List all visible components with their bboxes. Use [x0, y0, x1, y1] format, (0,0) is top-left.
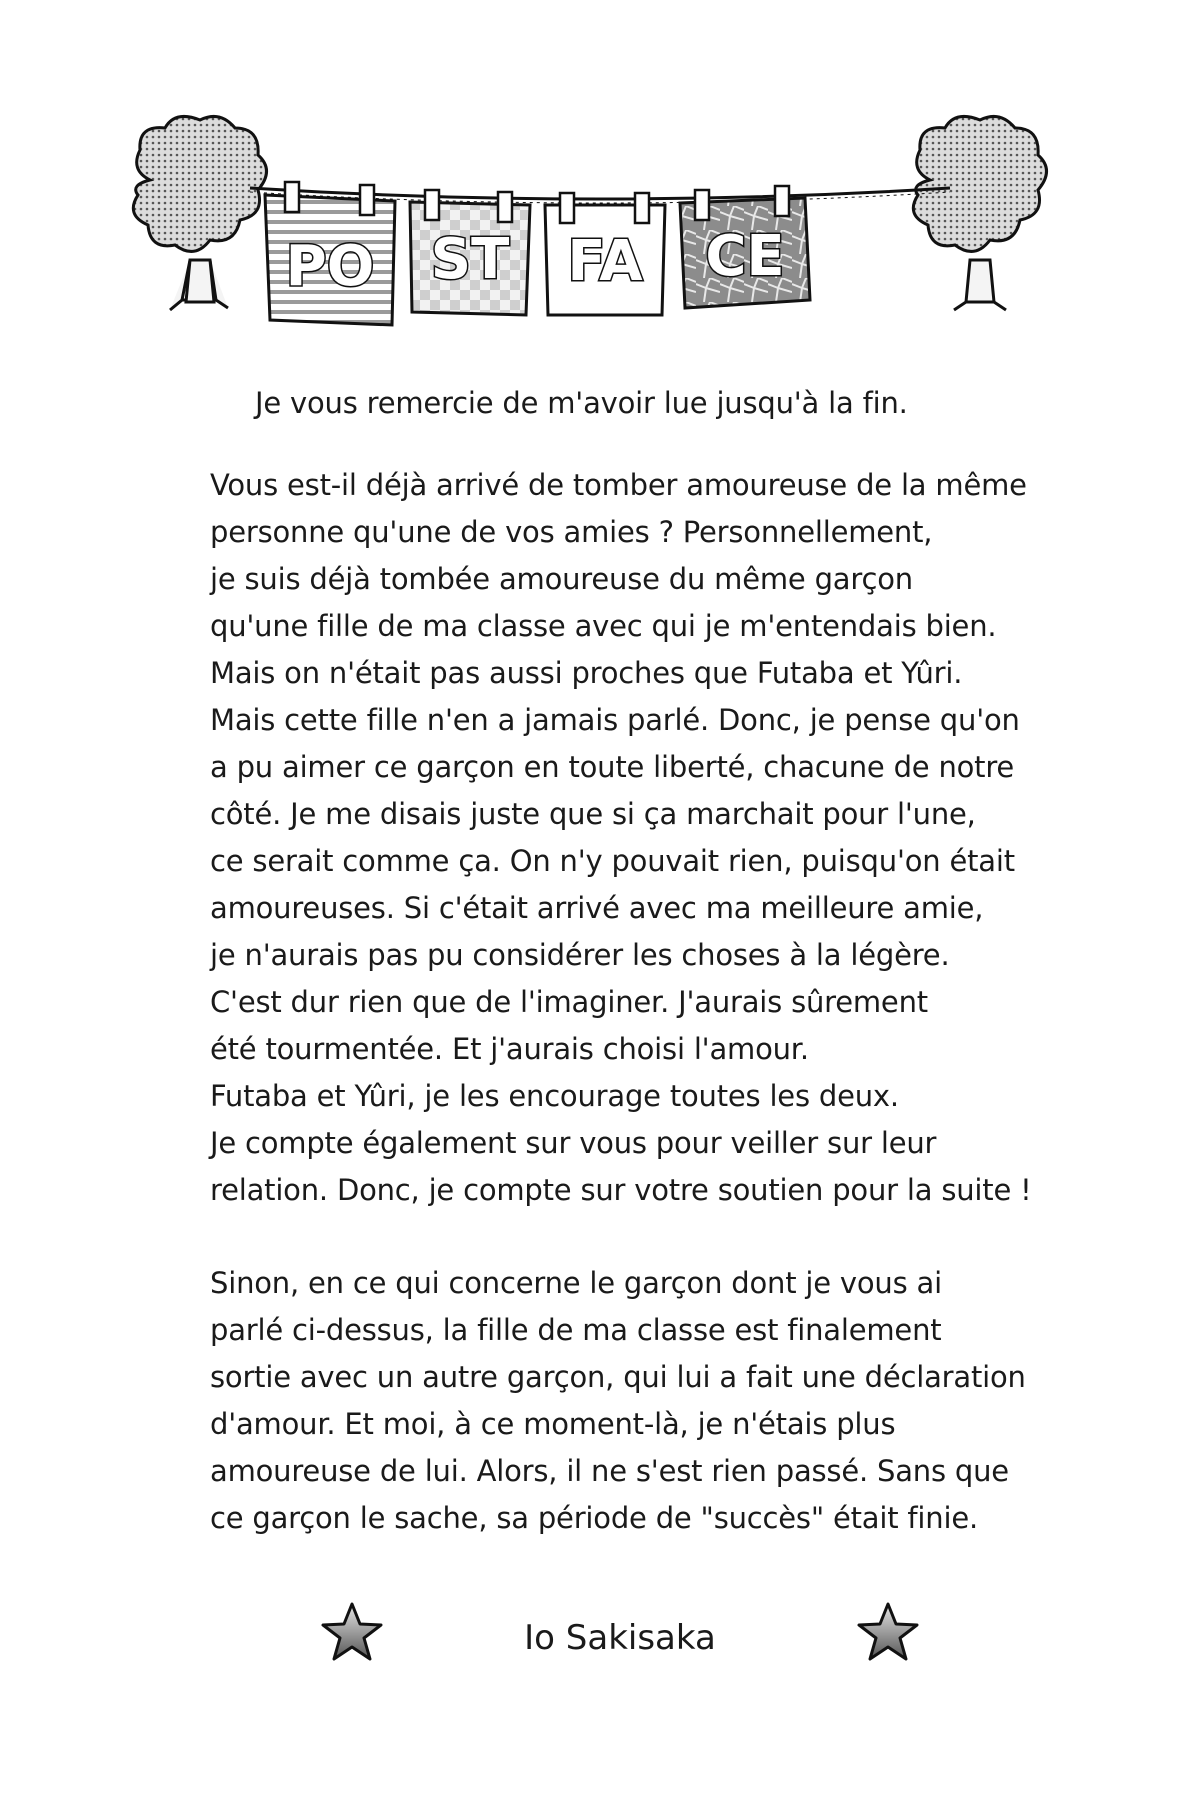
intro-line: Je vous remercie de m'avoir lue jusqu'à la fin. — [255, 386, 908, 420]
text-line: a pu aimer ce garçon en toute liberté, chacune de notre — [210, 750, 1015, 784]
text-line: Mais cette fille n'en a jamais parlé. Donc, je pense qu'on — [210, 703, 1020, 737]
flag-text-ce: CE — [705, 224, 785, 289]
clothespin-icon — [560, 193, 574, 223]
clothespin-icon — [695, 190, 709, 220]
text-line: Mais on n'était pas aussi proches que Futaba et Yûri. — [210, 656, 963, 690]
text-line: amoureuses. Si c'était arrivé avec ma meilleure amie, — [210, 891, 984, 925]
text-line: C'est dur rien que de l'imaginer. J'aurais sûrement — [210, 985, 928, 1019]
flag-st — [410, 190, 530, 315]
intro-text — [255, 380, 1055, 427]
text-line: côté. Je me disais juste que si ça marchait pour l'une, — [210, 797, 976, 831]
signature-block — [320, 1600, 920, 1690]
text-line: d'amour. Et moi, à ce moment-là, je n'étais plus — [210, 1407, 896, 1441]
flag-text-st: ST — [430, 227, 510, 292]
postface-illustration — [120, 110, 1080, 360]
clothespin-icon — [635, 193, 649, 223]
paragraph-2 — [210, 1260, 1026, 1542]
text-line: Vous est-il déjà arrivé de tomber amoureuse de la même — [210, 468, 1027, 502]
clothespin-icon — [775, 186, 789, 216]
text-line: Je compte également sur vous pour veiller sur leur — [210, 1126, 937, 1160]
clothespin-icon — [285, 182, 299, 212]
text-line: je suis déjà tombée amoureuse du même garçon — [210, 562, 913, 596]
text-line: Futaba et Yûri, je les encourage toutes les deux. — [210, 1079, 899, 1113]
postface-header — [120, 110, 1080, 360]
text-line: relation. Donc, je compte sur votre soutien pour la suite ! — [210, 1173, 1032, 1207]
tree-icon-left — [133, 116, 266, 310]
flag-po — [265, 182, 395, 325]
star-icon-right — [856, 1600, 920, 1664]
text-line: je n'aurais pas pu considérer les choses à la légère. — [210, 938, 950, 972]
tree-icon-right — [913, 116, 1046, 310]
text-line: Sinon, en ce qui concerne le garçon dont je vous ai — [210, 1266, 942, 1300]
text-line: été tourmentée. Et j'aurais choisi l'amour. — [210, 1032, 809, 1066]
text-line: qu'une fille de ma classe avec qui je m'entendais bien. — [210, 609, 997, 643]
text-line: ce garçon le sache, sa période de "succès" était finie. — [210, 1501, 978, 1535]
flag-text-po: PO — [285, 234, 375, 299]
flag-ce — [680, 186, 810, 308]
author-signature: Io Sakisaka — [524, 1618, 716, 1658]
clothespin-icon — [425, 190, 439, 220]
text-line: ce serait comme ça. On n'y pouvait rien, puisqu'on était — [210, 844, 1015, 878]
paragraph-1 — [210, 462, 1032, 1214]
clothespin-icon — [498, 192, 512, 222]
flag-text-fa: FA — [567, 229, 643, 294]
text-line: amoureuse de lui. Alors, il ne s'est rien passé. Sans que — [210, 1454, 1009, 1488]
clothespin-icon — [360, 185, 374, 215]
text-line: parlé ci-dessus, la fille de ma classe est finalement — [210, 1313, 942, 1347]
text-line: sortie avec un autre garçon, qui lui a fait une déclaration — [210, 1360, 1026, 1394]
text-line: personne qu'une de vos amies ? Personnellement, — [210, 515, 933, 549]
flag-fa — [545, 193, 665, 315]
